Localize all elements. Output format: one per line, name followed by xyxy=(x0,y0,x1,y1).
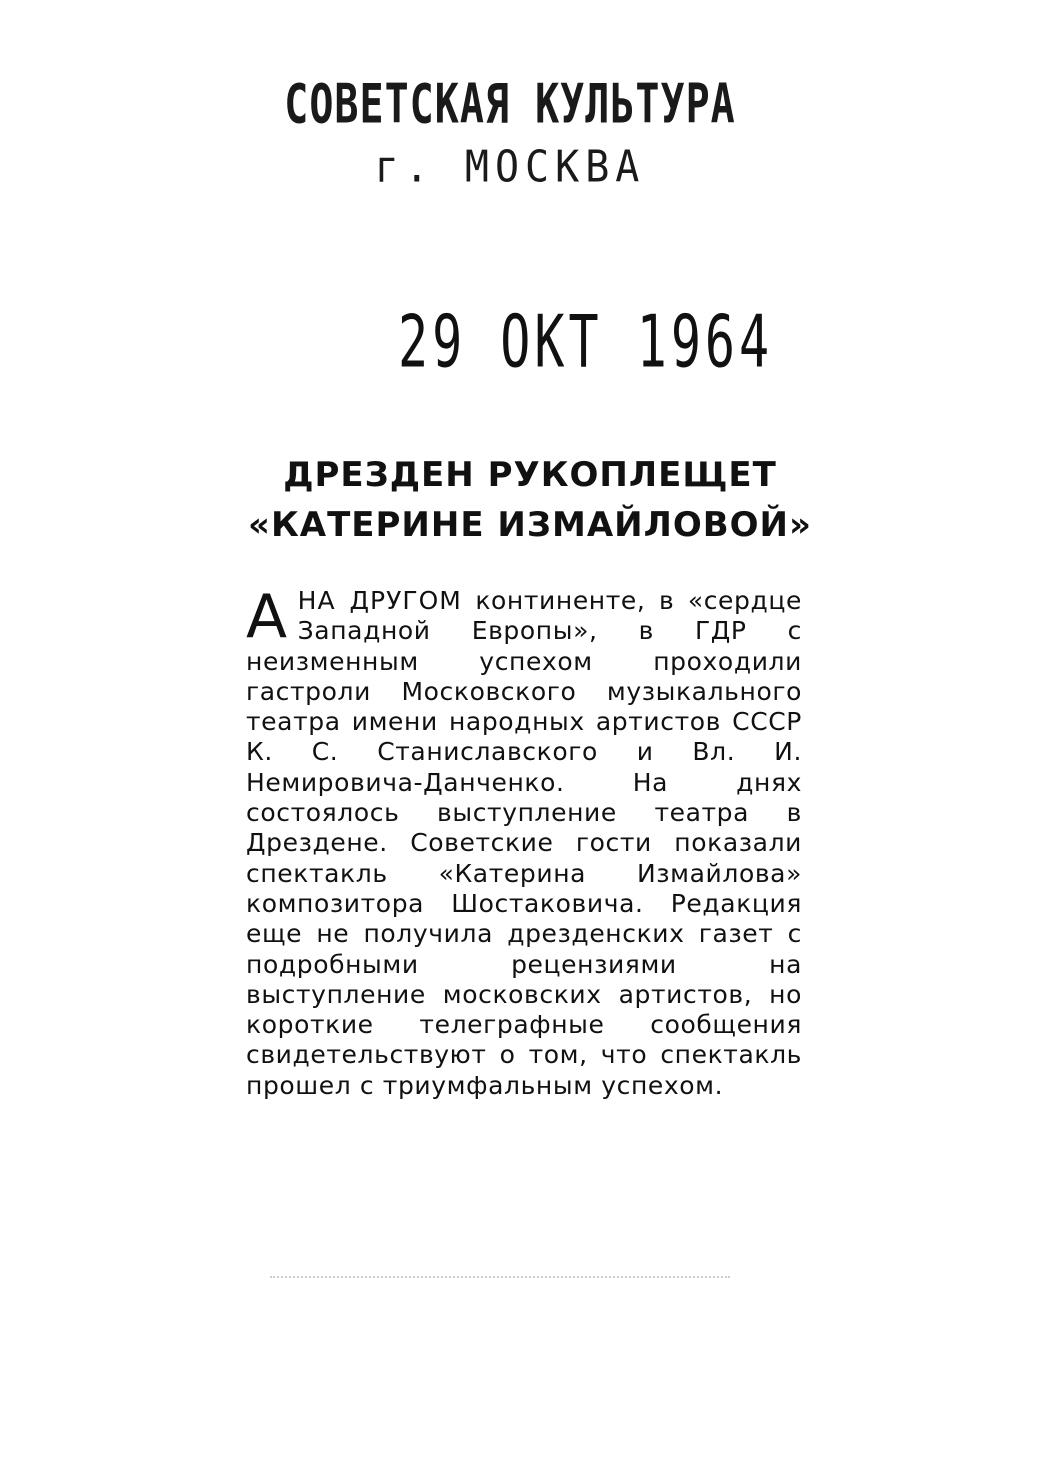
date-stamp: 29 ОКТ 1964 xyxy=(398,300,774,385)
stamp-newspaper-title: СОВЕТСКАЯ КУЛЬТУРА xyxy=(284,73,736,137)
headline-line-2: «КАТЕРИНЕ ИЗМАЙЛОВОЙ» xyxy=(248,505,812,545)
article-body xyxy=(246,582,802,1101)
headline-line-1: ДРЕЗДЕН РУКОПЛЕЩЕТ xyxy=(283,455,777,495)
newspaper-stamp xyxy=(250,73,770,193)
scan-smudge xyxy=(270,1276,730,1280)
article-lead: НА ДРУГОМ xyxy=(297,586,462,615)
article-headline xyxy=(240,450,820,550)
article-text: континенте, в «сердце Западной Европы», в ГДР с неизменным успехом проходили гастроли Московского музыкального театра имени народных артистов СССР К. С. Станиславского и Вл. И. Немировича-Данченко. На днях состоялось выступление театра в Дрездене. Советские гости показали спектакль «Катерина Измайлова» композитора Шостаковича. Редакция еще не получила дрезденских газет с подробными рецензиями на выступление московских артистов, но короткие телеграфные сообщения свидетельствуют о том, что спектакль прошел с триумфальным успехом. xyxy=(246,586,802,1100)
stamp-city: г. МОСКВА xyxy=(374,141,646,193)
drop-cap: А xyxy=(246,582,288,652)
